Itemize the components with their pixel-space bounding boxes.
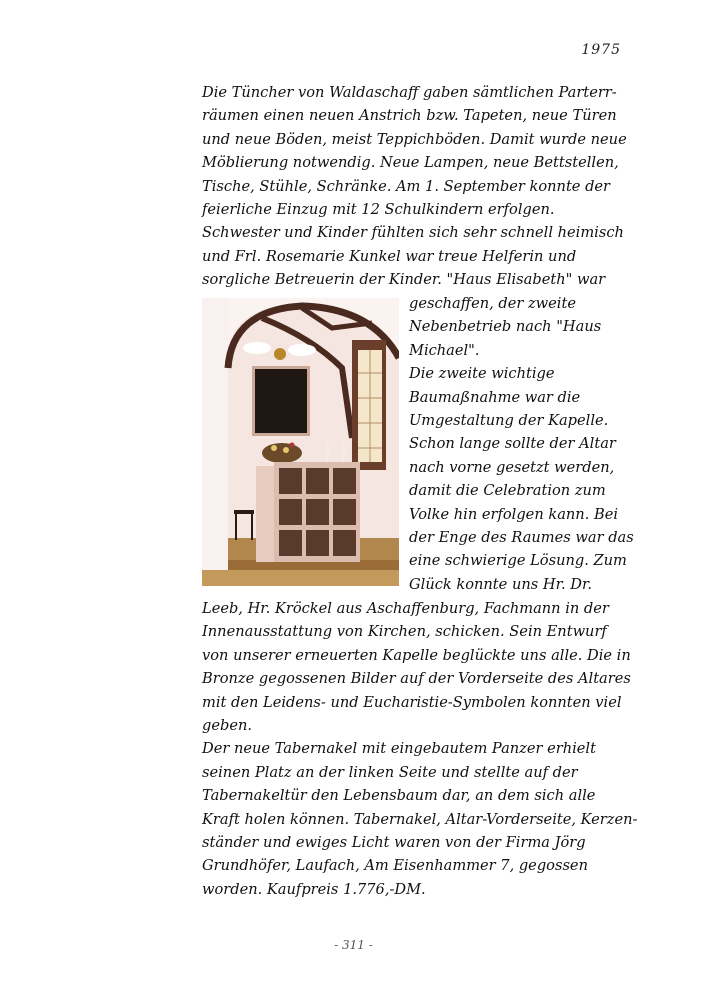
text-line: nach vorne gesetzt werden, [409,458,615,476]
text-line: eine schwierige Lösung. Zum [409,552,627,570]
text-line: seinen Platz an der linken Seite und stellte auf der [202,763,578,781]
text-line: Baumaßnahme war die [409,388,581,406]
text-block-bottom [202,597,638,901]
text-line: sorgliche Betreuerin der Kinder. "Haus Elisabeth" war [202,271,606,289]
text-line: mit den Leidens- und Eucharistie-Symbolen konnten viel [202,693,622,711]
text-line: Nebenbetrieb nach "Haus [409,318,602,336]
text-line: Die Tüncher von Waldaschaff gaben sämtlichen Parterr- [202,84,617,101]
text-line: Grundhöfer, Laufach, Am Eisenhammer 7, gegossen [202,857,588,875]
text-line: Michael". [409,341,480,359]
text-line: und neue Böden, meist Teppichböden. Damit wurde neue [202,130,627,148]
text-line: worden. Kaufpreis 1.776,-DM. [202,880,426,898]
text-line: geben. [202,717,252,735]
text-line: Umgestaltung der Kapelle. [409,412,609,430]
text-line: Möblierung notwendig. Neue Lampen, neue Bettstellen, [202,154,619,172]
text-line: der Enge des Raumes war das [409,529,634,547]
text-line: Volke hin erfolgen kann. Bei [409,505,619,523]
text-line: Schon lange sollte der Altar [409,435,616,453]
text-line: von unserer erneuerten Kapelle beglückte uns alle. Die in [202,646,631,664]
text-line: und Frl. Rosemarie Kunkel war treue Helferin und [202,247,577,265]
text-line: Tische, Stühle, Schränke. Am 1. September konnte der [202,177,611,195]
text-line: Innenausstattung von Kirchen, schicken. Sein Entwurf [202,623,607,641]
text-line: Tabernakeltür den Lebensbaum dar, an dem sich alle [202,787,596,805]
text-line: Kraft holen können. Tabernakel, Altar-Vorderseite, Kerzen- [202,810,638,828]
text-line: Die zweite wichtige [409,365,555,383]
text-line: feierliche Einzug mit 12 Schulkindern erfolgen. [202,201,555,219]
text-line: Der neue Tabernakel mit eingebautem Panzer erhielt [202,740,596,758]
text-line: Schwester und Kinder fühlten sich sehr schnell heimisch [202,224,624,242]
text-line: ständer und ewiges Licht waren von der Firma Jörg [202,834,586,852]
text-line: geschaffen, der zweite [409,295,576,312]
text-line: räumen einen neuen Anstrich bzw. Tapeten, neue Türen [202,107,617,125]
text-block-side [409,292,634,596]
text-line: Glück konnte uns Hr. Dr. [409,575,592,593]
page-number: - 311 - [334,938,373,952]
text-line: Bronze gegossenen Bilder auf der Vorderseite des Altares [202,670,631,688]
text-line: damit die Celebration zum [409,482,606,500]
text-line: Leeb, Hr. Kröckel aus Aschaffenburg, Fachmann in der [202,600,609,617]
text-block-top [202,81,627,292]
chapel-altar-photo [202,298,399,586]
page-year: 1975 [581,42,621,58]
